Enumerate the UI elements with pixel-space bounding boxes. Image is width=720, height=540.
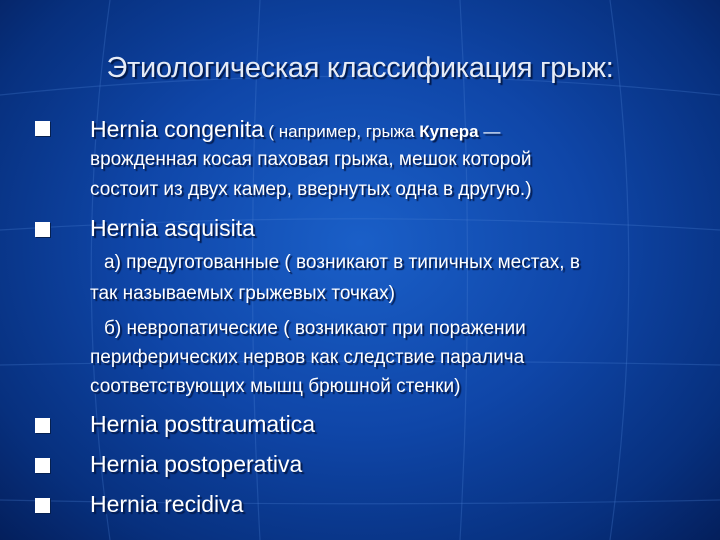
bullet-icon — [35, 121, 50, 136]
list-item-posttraumatica: Hernia posttraumatica — [90, 411, 315, 437]
slide-title: Этиологическая классификация грыж: — [106, 52, 614, 84]
item-text-line: состоит из двух камер, ввернутых одна в другую.) — [90, 179, 532, 200]
list-item-recidiva: Hernia recidiva — [90, 491, 244, 517]
item-text-line: врожденная косая паховая грыжа, мешок которой — [90, 149, 532, 170]
list-item-congenita — [90, 116, 500, 143]
note-text: ( например, грыжа — [268, 122, 420, 141]
note-text: — — [478, 122, 501, 141]
list-item-postoperativa: Hernia postoperativa — [90, 451, 303, 477]
note-bold-text: Купера — [419, 122, 479, 141]
subitem-b-line: соответствующих мышц брюшной стенки) — [90, 376, 461, 397]
subitem-a-line: а) предуготованные ( возникают в типичных местах, в — [104, 252, 580, 273]
bullet-icon — [35, 458, 50, 473]
subitem-a-line: так называемых грыжевых точках) — [90, 283, 395, 304]
list-item-asquisita: Hernia asquisita — [90, 215, 255, 241]
subitem-b-line: б) невропатические ( возникают при поражении — [104, 318, 526, 339]
item-title: Hernia congenita — [90, 116, 264, 142]
subitem-b-line: периферических нервов как следствие паралича — [90, 347, 525, 368]
bullet-icon — [35, 222, 50, 237]
bullet-icon — [35, 498, 50, 513]
bullet-icon — [35, 418, 50, 433]
item-note — [268, 122, 500, 141]
